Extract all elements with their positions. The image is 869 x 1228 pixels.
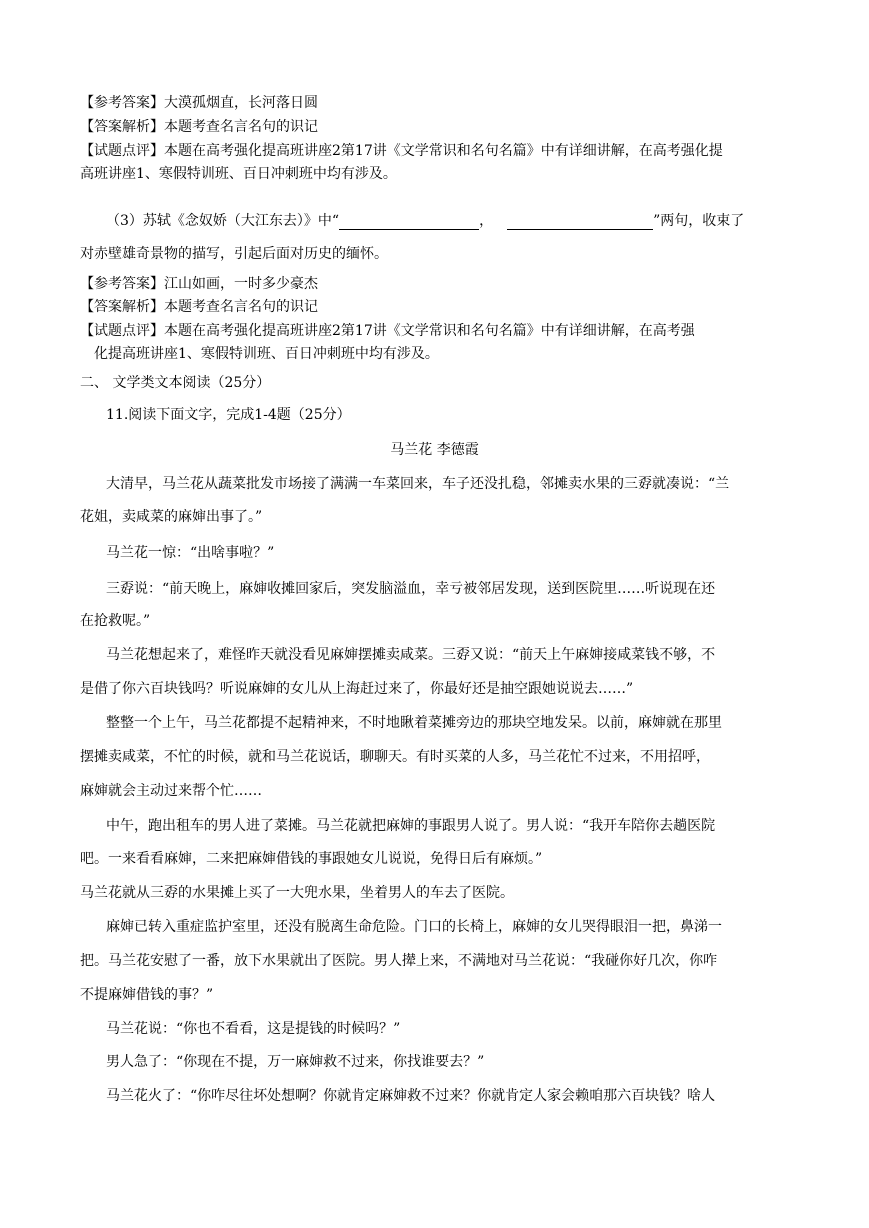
story-line: 在抢救呢。” xyxy=(80,613,151,629)
q3-comment-line1: 【试题点评】本题在高考强化提高班讲座2第17讲《文学常识和名句名篇》中有详细讲解，在高考强 xyxy=(80,323,695,339)
q3-stem-after: ”两句，收束了 xyxy=(653,213,745,229)
story-line: 把。马兰花安慰了一番，放下水果就出了医院。男人撵上来，不满地对马兰花说：“我碰你好几次，你咋 xyxy=(80,953,718,969)
prev-comment-line1: 【试题点评】本题在高考强化提高班讲座2第17讲《文学常识和名句名篇》中有详细讲解，在高考强化提 xyxy=(80,143,723,159)
story-line: 大清早，马兰花从蔬菜批发市场接了满满一车菜回来，车子还没扎稳，邻摊卖水果的三孬就凑说：“兰 xyxy=(106,476,730,492)
story-line: 是借了你六百块钱吗？听说麻婶的女儿从上海赶过来了，你最好还是抽空跟她说说去……” xyxy=(80,681,634,697)
story-line: 花姐，卖咸菜的麻婶出事了。” xyxy=(80,509,263,525)
q3-stem-line2: 对赤壁雄奇景物的描写，引起后面对历史的缅怀。 xyxy=(80,246,388,262)
story-line: 三孬说：“前天晚上，麻婶收摊回家后，突发脑溢血，幸亏被邻居发现，送到医院里……听说现在还 xyxy=(106,581,716,597)
q3-stem-line1 xyxy=(106,212,744,230)
section-heading: 二、 文学类文本阅读（25分） xyxy=(80,375,271,391)
story-line: 麻婶就会主动过来帮个忙…… xyxy=(80,783,262,799)
story-line: 不提麻婶借钱的事？” xyxy=(80,987,214,1003)
story-line: 吧。一来看看麻婶，二来把麻婶借钱的事跟她女儿说说，免得日后有麻烦。” xyxy=(80,851,543,867)
q3-comment-line2: 化提高班讲座1、寒假特训班、百日冲刺班中均有涉及。 xyxy=(94,346,439,362)
story-title: 马兰花 李德霞 xyxy=(390,442,479,458)
story-line: 摆摊卖咸菜，不忙的时候，就和马兰花说话，聊聊天。有时买菜的人多，马兰花忙不过来，不用招呼， xyxy=(80,749,710,765)
prev-comment-line2: 高班讲座1、寒假特训班、百日冲刺班中均有涉及。 xyxy=(80,166,397,182)
fill-blank-2[interactable] xyxy=(507,213,653,230)
story-line: 中午，跑出租车的男人进了菜摊。马兰花就把麻婶的事跟男人说了。男人说：“我开车陪你去趟医院 xyxy=(106,818,716,834)
story-line: 马兰花火了：“你咋尽往坏处想啊？你就肯定麻婶救不过来？你就肯定人家会赖咱那六百块钱？啥人 xyxy=(106,1088,716,1104)
story-line: 马兰花说：“你也不看看，这是提钱的时候吗？” xyxy=(106,1021,401,1037)
story-line: 麻婶已转入重症监护室里，还没有脱离生命危险。门口的长椅上，麻婶的女儿哭得眼泪一把，鼻涕一 xyxy=(106,919,722,935)
q3-answer: 【参考答案】江山如画，一时多少豪杰 xyxy=(80,276,318,292)
story-line: 马兰花一惊：“出啥事啦？” xyxy=(106,545,275,561)
q3-analysis: 【答案解析】本题考查名言名句的识记 xyxy=(80,299,318,315)
story-line: 马兰花想起来了，难怪昨天就没看见麻婶摆摊卖咸菜。三孬又说：“前天上午麻婶接咸菜钱不够，不 xyxy=(106,647,716,663)
q3-stem-comma: ， xyxy=(479,213,494,229)
story-line: 男人急了：“你现在不提，万一麻婶救不过来，你找谁要去？” xyxy=(106,1054,485,1070)
q3-stem-before: （3）苏轼《念奴娇（大江东去）》中“ xyxy=(106,213,340,229)
story-line: 整整一个上午，马兰花都提不起精神来，不时地瞅着菜摊旁边的那块空地发呆。以前，麻婶就在那里 xyxy=(106,715,722,731)
prev-answer: 【参考答案】大漠孤烟直，长河落日圆 xyxy=(80,95,318,111)
reading-instruction: 11.阅读下面文字，完成1-4题（25分） xyxy=(106,407,351,423)
story-line: 马兰花就从三孬的水果摊上买了一大兜水果，坐着男人的车去了医院。 xyxy=(80,885,514,901)
prev-analysis: 【答案解析】本题考查名言名句的识记 xyxy=(80,119,318,135)
fill-blank-1[interactable] xyxy=(339,213,479,230)
